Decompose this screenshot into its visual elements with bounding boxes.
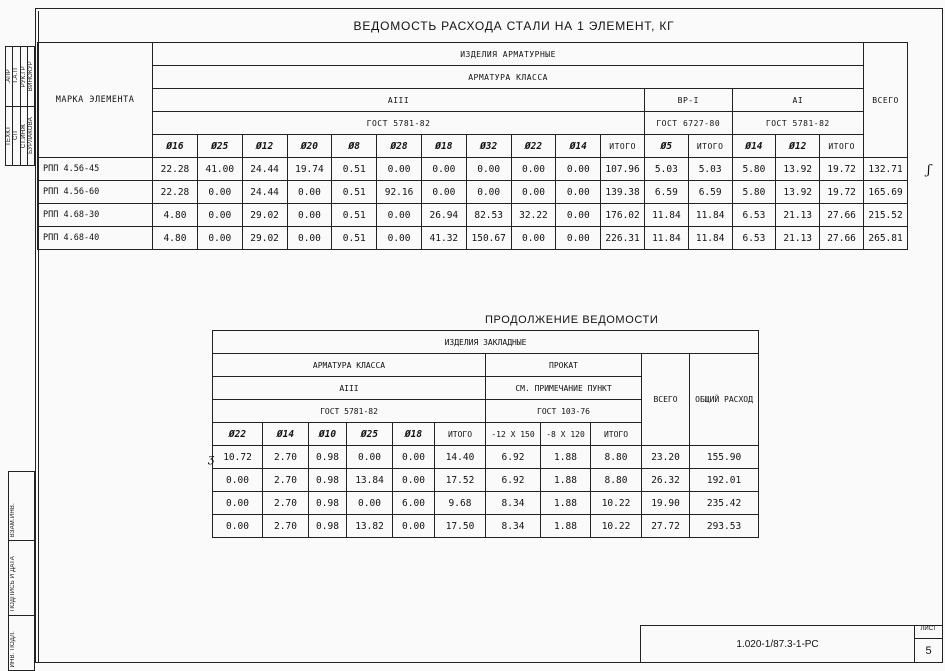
column-header: Ø16 (153, 135, 198, 158)
row-value: 0.00 (421, 158, 466, 181)
row-value: 17.52 (435, 469, 486, 492)
row-value: 1.88 (541, 469, 591, 492)
row-value: 150.67 (466, 227, 511, 250)
row-value: 0.98 (309, 446, 347, 469)
column-header: Ø12 (242, 135, 287, 158)
table-row (38, 204, 908, 227)
row-value: 1.88 (541, 492, 591, 515)
row-value: 0.00 (556, 204, 601, 227)
continuation-title: ПРОДОЛЖЕНИЕ ВЕДОМОСТИ (485, 314, 659, 326)
stamp-cell-text: СП (13, 131, 20, 141)
row-value: 22.28 (153, 158, 198, 181)
row-value: 0.51 (332, 158, 377, 181)
row-value: 11.84 (688, 227, 732, 250)
stamp-cell-text: СТ.ИНЖ (20, 123, 27, 148)
column-header: -12 X 150 (486, 423, 541, 446)
row-value: 0.98 (309, 515, 347, 538)
row-value: 4.80 (153, 227, 198, 250)
row-value: 8.34 (486, 515, 541, 538)
column-header: ИТОГО (435, 423, 486, 446)
column-header: ИТОГО (601, 135, 645, 158)
stamp-field-label: ПОДПИСЬ И ДАТА (10, 556, 16, 612)
row-value: 1.88 (541, 515, 591, 538)
row-mark: РПП 4.68-40 (38, 227, 153, 250)
row-value: 6.59 (688, 181, 732, 204)
stamp-cell-text: ТЕХКТ (6, 125, 13, 146)
row-value: 92.16 (377, 181, 422, 204)
class-name-a1: АI (732, 89, 864, 112)
row-value: 0.00 (393, 469, 435, 492)
row-value: 0.00 (511, 158, 556, 181)
row-value: 0.00 (213, 492, 263, 515)
column-header: Ø25 (347, 423, 393, 446)
prokat-note: СМ. ПРИМЕЧАНИЕ ПУНКТ (486, 377, 642, 400)
row-value: 0.00 (287, 204, 332, 227)
column-header: Ø20 (287, 135, 332, 158)
row-value: 5.03 (644, 158, 688, 181)
row-value: 1.88 (541, 446, 591, 469)
row-value: 6.53 (732, 204, 776, 227)
row-value: 19.72 (820, 181, 864, 204)
row-value: 226.31 (601, 227, 645, 250)
row-value: 5.80 (732, 181, 776, 204)
row-value: 0.00 (213, 515, 263, 538)
row-value: 0.00 (556, 158, 601, 181)
row-value: 293.53 (690, 515, 759, 538)
row-value: 13.82 (347, 515, 393, 538)
row-mark: РПП 4.56-45 (38, 158, 153, 181)
row-value: 41.00 (197, 158, 242, 181)
row-value: 165.69 (864, 181, 908, 204)
row-value: 107.96 (601, 158, 645, 181)
embedded-class-gost: ГОСТ 5781-82 (213, 400, 486, 423)
column-header: Ø14 (732, 135, 776, 158)
column-header: Ø22 (511, 135, 556, 158)
row-value: 0.98 (309, 492, 347, 515)
column-header: Ø28 (377, 135, 422, 158)
stamp-field-label: ВЗАМ.ИНВ. (10, 503, 16, 538)
row-value: 6.53 (732, 227, 776, 250)
column-header: ИТОГО (688, 135, 732, 158)
embedded-items-table (212, 330, 759, 538)
prokat-gost: ГОСТ 103-76 (486, 400, 642, 423)
column-header: Ø18 (393, 423, 435, 446)
row-value: 5.03 (688, 158, 732, 181)
table-row (38, 158, 908, 181)
gost-vr1: ГОСТ 6727-80 (644, 112, 732, 135)
gost-a1: ГОСТ 5781-82 (732, 112, 864, 135)
row-value: 21.13 (776, 227, 820, 250)
row-value: 6.59 (644, 181, 688, 204)
row-value: 132.71 (864, 158, 908, 181)
sheet-number: 5 (925, 644, 932, 657)
row-value: 0.51 (332, 181, 377, 204)
row-value: 235.42 (690, 492, 759, 515)
column-header: Ø14 (263, 423, 309, 446)
stamp-cell-text: .АПР (6, 68, 13, 84)
row-value: 14.40 (435, 446, 486, 469)
column-header: Ø22 (213, 423, 263, 446)
row-value: 0.00 (393, 515, 435, 538)
row-value: 8.80 (591, 446, 642, 469)
embedded-class-header: АРМАТУРА КЛАССА (213, 354, 486, 377)
table-row (213, 469, 759, 492)
row-value: 82.53 (466, 204, 511, 227)
column-header: ИТОГО (591, 423, 642, 446)
stamp-field-label: ИНВ. ПОДЛ. (10, 630, 16, 667)
row-value: 2.70 (263, 469, 309, 492)
table-row (213, 446, 759, 469)
row-value: 0.00 (377, 204, 422, 227)
row-value: 0.00 (197, 227, 242, 250)
row-value: 11.84 (688, 204, 732, 227)
row-value: 0.00 (347, 446, 393, 469)
row-value: 11.84 (644, 227, 688, 250)
row-value: 10.72 (213, 446, 263, 469)
left-stamp-strip (0, 8, 35, 667)
row-value: 19.74 (287, 158, 332, 181)
row-value: 0.00 (466, 158, 511, 181)
row-value: 0.00 (421, 181, 466, 204)
row-value: 24.44 (242, 181, 287, 204)
handwritten-mark: ʃ (927, 163, 931, 178)
table-row (38, 181, 908, 204)
handwritten-mark: ʒ (208, 452, 215, 465)
row-value: 0.00 (377, 227, 422, 250)
class-header: АРМАТУРА КЛАССА (153, 66, 864, 89)
column-header: Ø14 (556, 135, 601, 158)
row-mark: РПП 4.56-60 (38, 181, 153, 204)
row-value: 11.84 (644, 204, 688, 227)
mark-header: МАРКА ЭЛЕМЕНТА (38, 43, 153, 158)
row-value: 0.00 (393, 446, 435, 469)
row-value: 0.00 (197, 181, 242, 204)
row-value: 19.90 (642, 492, 690, 515)
row-mark: РПП 4.68-30 (38, 204, 153, 227)
class-name-a3: АIII (153, 89, 645, 112)
steel-consumption-table (37, 42, 908, 250)
stamp-cell-text: РУК.ГР (20, 65, 27, 87)
row-value: 0.00 (556, 181, 601, 204)
column-header: Ø25 (197, 135, 242, 158)
row-value: 27.66 (820, 204, 864, 227)
row-value: 155.90 (690, 446, 759, 469)
row-value: 0.00 (287, 181, 332, 204)
row-value: 8.34 (486, 492, 541, 515)
row-value: 0.00 (213, 469, 263, 492)
row-value: 19.72 (820, 158, 864, 181)
row-value: 22.28 (153, 181, 198, 204)
row-value: 13.92 (776, 181, 820, 204)
row-value: 215.52 (864, 204, 908, 227)
stamp-cell-text: БУРЛАКОВА (27, 117, 34, 155)
row-value: 2.70 (263, 515, 309, 538)
gost-a3: ГОСТ 5781-82 (153, 112, 645, 135)
row-value: 29.02 (242, 227, 287, 250)
row-value: 265.81 (864, 227, 908, 250)
column-header: Ø5 (644, 135, 688, 158)
title-block (640, 625, 943, 663)
row-value: 0.00 (197, 204, 242, 227)
row-value: 0.00 (377, 158, 422, 181)
row-value: 0.00 (511, 227, 556, 250)
sheet-box (914, 626, 942, 662)
row-value: 6.00 (393, 492, 435, 515)
row-value: 8.80 (591, 469, 642, 492)
approval-stamp (5, 46, 35, 166)
row-value: 6.92 (486, 469, 541, 492)
row-value: 0.00 (287, 227, 332, 250)
registration-stamp (8, 471, 35, 671)
sheet-label: ЛИСТ (915, 626, 942, 639)
prokat-header: ПРОКАТ (486, 354, 642, 377)
row-value: 0.00 (511, 181, 556, 204)
column-header: ИТОГО (820, 135, 864, 158)
row-value: 41.32 (421, 227, 466, 250)
row-value: 9.68 (435, 492, 486, 515)
row-value: 2.70 (263, 446, 309, 469)
row-value: 0.00 (347, 492, 393, 515)
column-header: Ø12 (776, 135, 820, 158)
row-value: 139.38 (601, 181, 645, 204)
row-value: 0.51 (332, 227, 377, 250)
row-value: 23.20 (642, 446, 690, 469)
row-value: 26.94 (421, 204, 466, 227)
class-name-vr1: ВР-I (644, 89, 732, 112)
row-value: 0.98 (309, 469, 347, 492)
row-value: 32.22 (511, 204, 556, 227)
row-value: 5.80 (732, 158, 776, 181)
overall-header: ОБЩИЙ РАСХОД (690, 354, 759, 446)
drawing-code: 1.020-1/87.3-1-РС (736, 638, 819, 650)
row-value: 0.00 (556, 227, 601, 250)
column-header: Ø18 (421, 135, 466, 158)
group-header: ИЗДЕЛИЯ АРМАТУРНЫЕ (153, 43, 864, 66)
stamp-cell-text: ВИНОКУР (27, 61, 34, 92)
column-header: Ø10 (309, 423, 347, 446)
row-value: 4.80 (153, 204, 198, 227)
column-header: Ø8 (332, 135, 377, 158)
row-value: 27.66 (820, 227, 864, 250)
row-value: 13.84 (347, 469, 393, 492)
row-value: 192.01 (690, 469, 759, 492)
row-value: 10.22 (591, 492, 642, 515)
row-value: 10.22 (591, 515, 642, 538)
sheet-title: ВЕДОМОСТЬ РАСХОДА СТАЛИ НА 1 ЭЛЕМЕНТ, КГ (353, 19, 675, 33)
stamp-cell-text: Т.А.П (13, 68, 20, 85)
table-row (213, 515, 759, 538)
total-header: ВСЕГО (864, 43, 908, 158)
table-row (213, 492, 759, 515)
row-value: 0.51 (332, 204, 377, 227)
row-value: 13.92 (776, 158, 820, 181)
row-value: 2.70 (263, 492, 309, 515)
row-value: 26.32 (642, 469, 690, 492)
row-value: 17.50 (435, 515, 486, 538)
column-header: Ø32 (466, 135, 511, 158)
row-value: 27.72 (642, 515, 690, 538)
table-row (38, 227, 908, 250)
row-value: 29.02 (242, 204, 287, 227)
row-value: 24.44 (242, 158, 287, 181)
embedded-total-header: ВСЕГО (642, 354, 690, 446)
row-value: 6.92 (486, 446, 541, 469)
embedded-class-name: АIII (213, 377, 486, 400)
row-value: 21.13 (776, 204, 820, 227)
column-header: -8 X 120 (541, 423, 591, 446)
row-value: 176.02 (601, 204, 645, 227)
row-value: 0.00 (466, 181, 511, 204)
embedded-group-header: ИЗДЕЛИЯ ЗАКЛАДНЫЕ (213, 331, 759, 354)
